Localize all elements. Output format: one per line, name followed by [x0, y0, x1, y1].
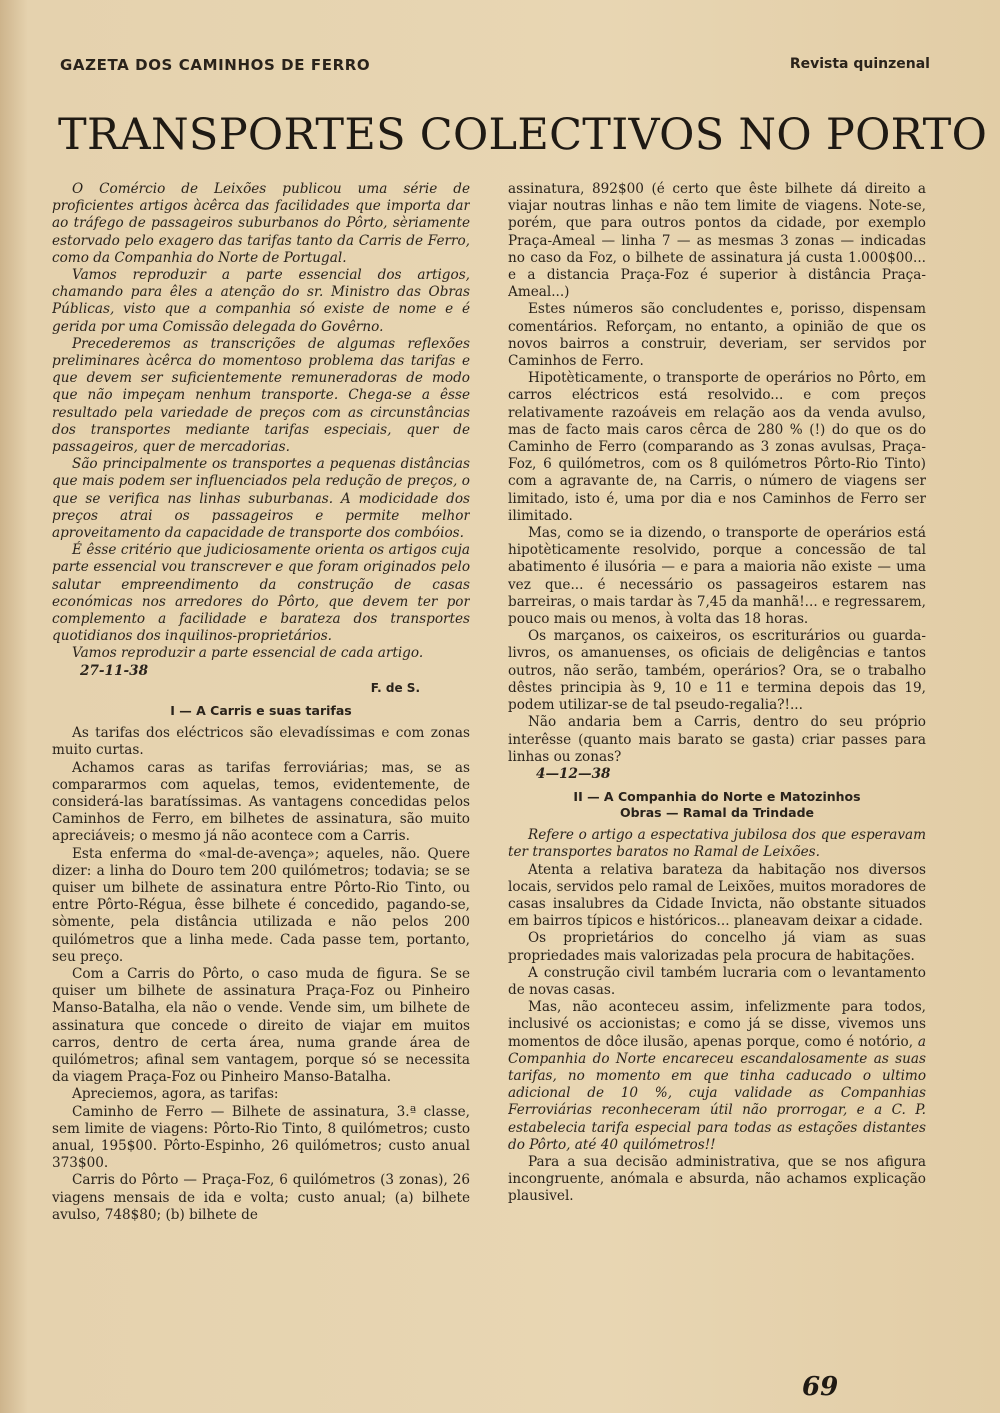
- paragraph: As tarifas dos eléctricos são elevadíssimas e com zonas muito curtas.: [52, 725, 470, 759]
- section-heading-line: Obras — Ramal da Trindade: [619, 805, 815, 821]
- paragraph: Com a Carris do Pôrto, o caso muda de figura. Se se quiser um bilhete de assinatura Praça-Foz ou Pinheiro Manso-Batalha, ela não o vende. Vende sim, um bilhete de assinatura que concede o direito de viajar em muitos carros, dentro de certa área, numa grande área de quilómetros; afinal sem vantagem, porque só se necessita da viagem Praça-Foz ou Pinheiro Manso-Batalha.: [52, 965, 470, 1086]
- paragraph: A construção civil também lucraria com o levantamento de novas casas.: [508, 964, 926, 998]
- paragraph: Caminho de Ferro — Bilhete de assinatura, 3.ª classe, sem limite de viagens: Pôrto-Rio Tinto, 8 quilómetros; custo anual, 195$00. Pôrto-Espinho, 26 quilómetros; custo anual 373$00.: [52, 1103, 470, 1172]
- paragraph: assinatura, 892$00 (é certo que êste bilhete dá direito a viajar noutras linhas e não tem limite de viagens. Note-se, porém, que para outros pontos da cidade, por exemplo Praça-Ameal — linha 7 — as mesmas 3 zonas — indicadas no caso da Foz, o bilhete de assinatura já custa 1.000$00... e a distancia Praça-Foz é superior à distância Praça-Ameal...): [508, 181, 926, 301]
- paragraph: Mas, como se ia dizendo, o transporte de operários está hipotèticamente resolvido, porque a concessão de tal abatimento é ilusória — e para a maioria não existe — uma vez que... é necessário os passageiros estarem nas barreiras, o mais tardar às 7,45 da manhã!... e regressarem, pouco mais ou menos, à volta das 18 horas.: [508, 525, 926, 628]
- page-number: 69: [802, 1372, 839, 1402]
- page-header: [60, 56, 930, 80]
- paragraph: Apreciemos, agora, as tarifas:: [72, 1086, 279, 1103]
- paragraph: Esta enferma do «mal-de-avença»; aqueles, não. Quere dizer: a linha do Douro tem 200 quilómetros; todavia; se se quiser um bilhete de assinatura entre Pôrto-Rio Tinto, ou entre Pôrto-Régua, êsse bilhete é concedido, pagando-se, sòmente, pela distância utilizada e não pelos 200 quilómetros que a linha mede. Cada passe tem, portanto, seu preço.: [52, 845, 470, 965]
- article-date: 4—12—38: [536, 765, 611, 782]
- paragraph: Achamos caras as tarifas ferroviárias; mas, se as compararmos com aquelas, temos, evidentemente, de considerá-las baratíssimas. As vantagens concedidas pelos Caminhos de Ferro, em bilhetes de assinatura, são muito apreciáveis; o mesmo já não acontece com a Carris.: [52, 759, 470, 845]
- paragraph-emphasis: a Companhia do Norte encareceu escandalosamente as suas tarifas, no momento em que tinha caducado o ultimo adicional de 10 %, cuja validade as Companhias Ferroviárias reconheceram útil não prorrogar, e a C. P. estabelecia tarifa especial para todas as estações distantes do Pôrto, até 40 quilómetros!!: [508, 1033, 926, 1153]
- paragraph: São principalmente os transportes a pequenas distâncias que mais podem ser influenciados pela redução de preços, o que se verifica nas linhas suburbanas. A modicidade dos preços atrai os passageiros e permite melhor aproveitamento da capacidade de transporte dos combóios.: [52, 456, 470, 542]
- publication-name: GAZETA DOS CAMINHOS DE FERRO: [60, 56, 371, 74]
- paragraph: Atenta a relativa barateza da habitação nos diversos locais, servidos pelo ramal de Leixões, muitos moradores de casas insalubres da Cidade Invicta, não obstante situados em bairros típicos e históricos... planeavam deixar a cidade.: [508, 861, 926, 930]
- paragraph: Estes números são concludentes e, porisso, dispensam comentários. Reforçam, no entanto, a opinião de que os novos bairros a construir, deveriam, ser servidos por Caminhos de Ferro.: [508, 301, 926, 370]
- paragraph-text: Mas, não aconteceu assim, infelizmente para todos, inclusivé os accionistas; e como já se disse, vivemos uns momentos de dôce ilusão, apenas porque, como é notório,: [508, 999, 926, 1050]
- paragraph: O Comércio de Leixões publicou uma série de proficientes artigos àcêrca das facilidades que importa dar ao tráfego de passageiros suburbanos do Pôrto, sèriamente estorvado pelo exagero das tarifas tanto da Carris de Ferro, como da Companhia do Norte de Portugal.: [52, 181, 470, 266]
- paragraph: Vamos reproduzir a parte essencial de cada artigo.: [72, 645, 424, 662]
- publication-frequency: Revista quinzenal: [789, 56, 930, 72]
- paragraph: Precederemos as transcrições de algumas reflexões preliminares àcêrca do momentoso problema das tarifas e que devem ser suficientemente remuneradoras de modo que não impeçam nenhum transporte. Chega-se a êsse resultado pela variedade de preços com as circunstâncias dos transportes mediante tarifas especiais, quer de passageiros, quer de mercadorias.: [52, 335, 470, 456]
- article-date: 27-11-38: [80, 662, 149, 679]
- paragraph: Carris do Pôrto — Praça-Foz, 6 quilómetros (3 zonas), 26 viagens mensais de ida e volta; custo anual; (a) bilhete avulso, 748$80; (b) bilhete de: [52, 1172, 470, 1223]
- paragraph: Para a sua decisão administrativa, que se nos afigura incongruente, anómala e absurda, não achamos explicação plausivel.: [508, 1153, 926, 1205]
- section-heading: I — A Carris e suas tarifas: [170, 703, 352, 719]
- paragraph: Vamos reproduzir a parte essencial dos artigos, chamando para êles a atenção do sr. Ministro das Obras Públicas, visto que a companhia só existe de nome e é gerida por uma Comissão delegada do Govêrno.: [52, 267, 470, 335]
- left-column: [52, 181, 470, 1341]
- section-heading: [508, 789, 926, 821]
- author-signature: F. de S.: [370, 680, 420, 695]
- article-title: TRANSPORTES COLECTIVOS NO PORTO: [58, 110, 988, 160]
- paragraph: Os proprietários do concelho já viam as suas propriedades mais valorizadas pela procura de habitações.: [508, 930, 926, 964]
- paragraph: [508, 999, 926, 1154]
- right-column: [508, 181, 926, 1341]
- section-heading-line: II — A Companhia do Norte e Matozinhos: [573, 789, 861, 805]
- paragraph: É êsse critério que judiciosamente orienta os artigos cuja parte essencial vou transcrever e que foram originados pelo salutar empreendimento da construção de casas económicas nos arredores do Pôrto, que devem ter por complemento a facilidade e barateza dos transportes quotidianos dos inquilinos-proprietários.: [52, 542, 470, 645]
- paragraph: Os marçanos, os caixeiros, os escriturários ou guarda-livros, os amanuenses, os oficiais de deligências e tantos outros, não serão, também, operários? Ora, se o trabalho dêstes principia às 9, 10 e 11 e termina depois das 19, podem utilizar-se de tal pseudo-regalia?!...: [508, 628, 926, 714]
- paragraph: Refere o artigo a espectativa jubilosa dos que esperavam ter transportes baratos no Ramal de Leixões.: [508, 827, 926, 861]
- paragraph: Hipotèticamente, o transporte de operários no Pôrto, em carros eléctricos está resolvido... e com preços relativamente razoáveis em relação aos da venda avulso, mas de facto mais caros cêrca de 280 % (!) do que os do Caminho de Ferro (comparando as 3 zonas avulsas, Praça-Foz, 6 quilómetros, com os 8 quilómetros Pôrto-Rio Tinto) com a agravante de, na Carris, o número de viagens ser limitado, isto é, uma por dia e nos Caminhos de Ferro ser ilimitado.: [508, 370, 926, 524]
- paragraph: Não andaria bem a Carris, dentro do seu próprio interêsse (quanto mais barato se gasta) criar passes para linhas ou zonas?: [508, 714, 926, 765]
